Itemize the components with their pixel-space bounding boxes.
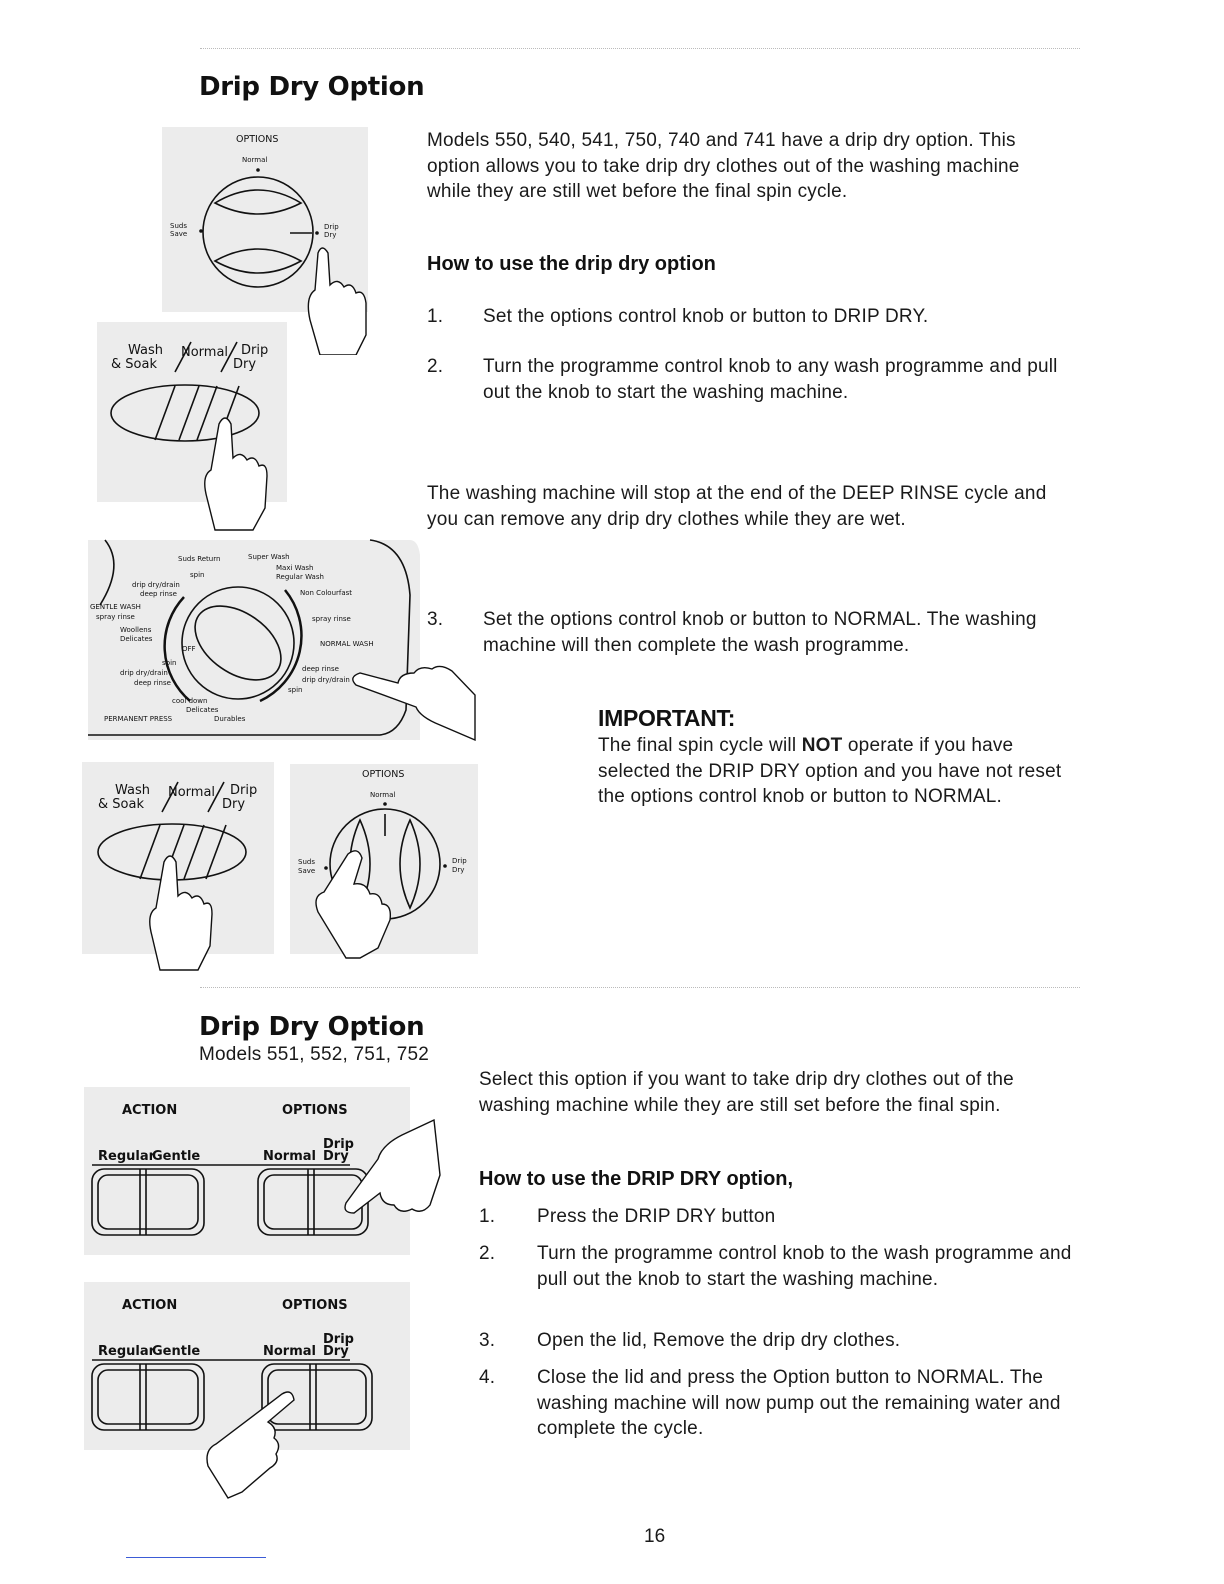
dry-label: Dry [222,797,246,812]
spray-rinse-right-label: spray rinse [312,615,351,623]
normal-label: Normal [181,345,229,360]
options-dial-figure-2 [288,762,483,962]
permanent-press-label: PERMANENT PRESS [104,715,173,723]
step-number: 2. [427,356,444,377]
options-label: OPTIONS [282,1298,348,1313]
important-pre: The final spin cycle will [598,735,802,756]
section1-howto-heading: How to use the drip dry option [427,253,716,275]
gentle-label: Gentle [152,1149,201,1164]
save-label: Save [298,867,316,875]
spin-lower-label: spin [162,659,177,667]
step-number: 3. [427,609,444,630]
normal-label: Normal [242,156,268,164]
drip-label: Drip [323,1137,354,1152]
dry-label: Dry [233,357,257,372]
drip-label: Drip [323,1332,354,1347]
button-panel-figure-1 [82,1085,442,1260]
deep-rinse-lower-label: deep rinse [134,679,171,687]
step-text: Turn the programme control knob to any wash programme and pull out the knob to start the washing machine. [483,356,1058,403]
wash-label: Wash [115,783,151,798]
suds-label: Suds [170,222,187,230]
section2-intro: Select this option if you want to take drip dry clothes out of the washing machine while they are still set before the final spin. [479,1069,1014,1116]
step-text: Set the options control knob or button to DRIP DRY. [483,306,929,327]
dry-label: Dry [324,231,337,239]
suds-return-label: Suds Return [178,555,221,563]
soak-label: & Soak [111,357,157,372]
normal-wash-label: NORMAL WASH [320,640,374,648]
drip-dry-drain-right-label: drip dry/drain [302,676,350,684]
cool-down-label: cool down [172,697,208,705]
important-text [598,733,1078,810]
middle-divider [200,987,1080,988]
important-post: operate if you have selected the DRIP DRY option and you have not reset the options control knob or button to NORMAL. [598,735,1062,807]
super-wash-label: Super Wash [248,553,290,561]
regular-label: Regular [98,1149,156,1164]
non-colourfast-label: Non Colourfast [300,589,353,597]
button-panel-figure-2 [82,1280,442,1500]
drip-dry-drain-lower-label: drip dry/drain [120,669,168,677]
options-label: OPTIONS [362,769,405,780]
dry-label: Dry [452,866,465,874]
action-label: ACTION [122,1298,178,1313]
step-text: Close the lid and press the Option button to NORMAL. The washing machine will now pump out the remaining water and complete the cycle. [537,1367,1061,1439]
drip-dry-drain-label: drip dry/drain [132,581,180,589]
step-text: Open the lid, Remove the drip dry clothes. [537,1330,901,1351]
drip-label: Drip [452,857,467,865]
spin-label: spin [190,571,205,579]
drip-label: Drip [324,223,339,231]
step-number: 3. [479,1330,496,1351]
rocker-switch-figure-2 [80,760,280,975]
section1-note: The washing machine will stop at the end of the DEEP RINSE cycle and you can remove any drip dry clothes while they are wet. [427,483,1047,530]
section1-title: Drip Dry Option [199,72,425,102]
action-label: ACTION [122,1103,178,1118]
normal-label: Normal [263,1149,316,1164]
step-text: Set the options control knob or button to NORMAL. The washing machine will then complete the wash programme. [483,609,1037,656]
normal-label: Normal [168,785,216,800]
drip-label: Drip [241,343,269,358]
deep-rinse-label: deep rinse [140,590,177,598]
regular-label: Regular [98,1344,156,1359]
spin-right-label: spin [288,686,303,694]
step-number: 1. [479,1206,496,1227]
wash-label: Wash [128,343,164,358]
soak-label: & Soak [98,797,144,812]
drip-label: Drip [230,783,258,798]
section2-howto-heading: How to use the DRIP DRY option, [479,1168,794,1190]
durables-label: Durables [214,715,246,723]
step-number: 2. [479,1243,496,1264]
normal-label: Normal [370,791,396,799]
section2-title: Drip Dry Option [199,1012,425,1042]
section2-models: Models 551, 552, 751, 752 [199,1044,430,1065]
programme-dial-figure [80,535,480,750]
gentle-label: Gentle [152,1344,201,1359]
page-number: 16 [644,1526,666,1547]
regular-wash-label: Regular Wash [276,573,324,581]
options-label: OPTIONS [282,1103,348,1118]
save-label: Save [170,230,188,238]
options-label: OPTIONS [236,134,279,145]
step-number: 1. [427,306,444,327]
step-text: Press the DRIP DRY button [537,1206,776,1227]
deep-rinse-right-label: deep rinse [302,665,339,673]
woollens-label: Woollens [120,626,152,634]
off-label: OFF [182,645,196,653]
step-number: 4. [479,1367,496,1388]
section1-intro: Models 550, 540, 541, 750, 740 and 741 have a drip dry option. This option allows you to take drip dry clothes out of the washing machine while they are still wet before the final spin cycle. [427,130,1020,202]
footer-rule [126,1557,266,1558]
dry-label: Dry [323,1149,349,1164]
delicates-lower-label: Delicates [186,706,219,714]
important-bold: NOT [801,735,843,756]
normal-label: Normal [263,1344,316,1359]
suds-label: Suds [298,858,315,866]
gentle-wash-label: GENTLE WASH [90,603,141,611]
dry-label: Dry [323,1344,349,1359]
step-text: Turn the programme control knob to the wash programme and pull out the knob to start the washing machine. [537,1243,1072,1290]
delicates-label: Delicates [120,635,153,643]
important-heading: IMPORTANT: [598,705,736,731]
spray-rinse-label: spray rinse [96,613,135,621]
rocker-switch-figure-1 [95,320,295,535]
top-divider [200,48,1080,49]
maxi-wash-label: Maxi Wash [276,564,314,572]
